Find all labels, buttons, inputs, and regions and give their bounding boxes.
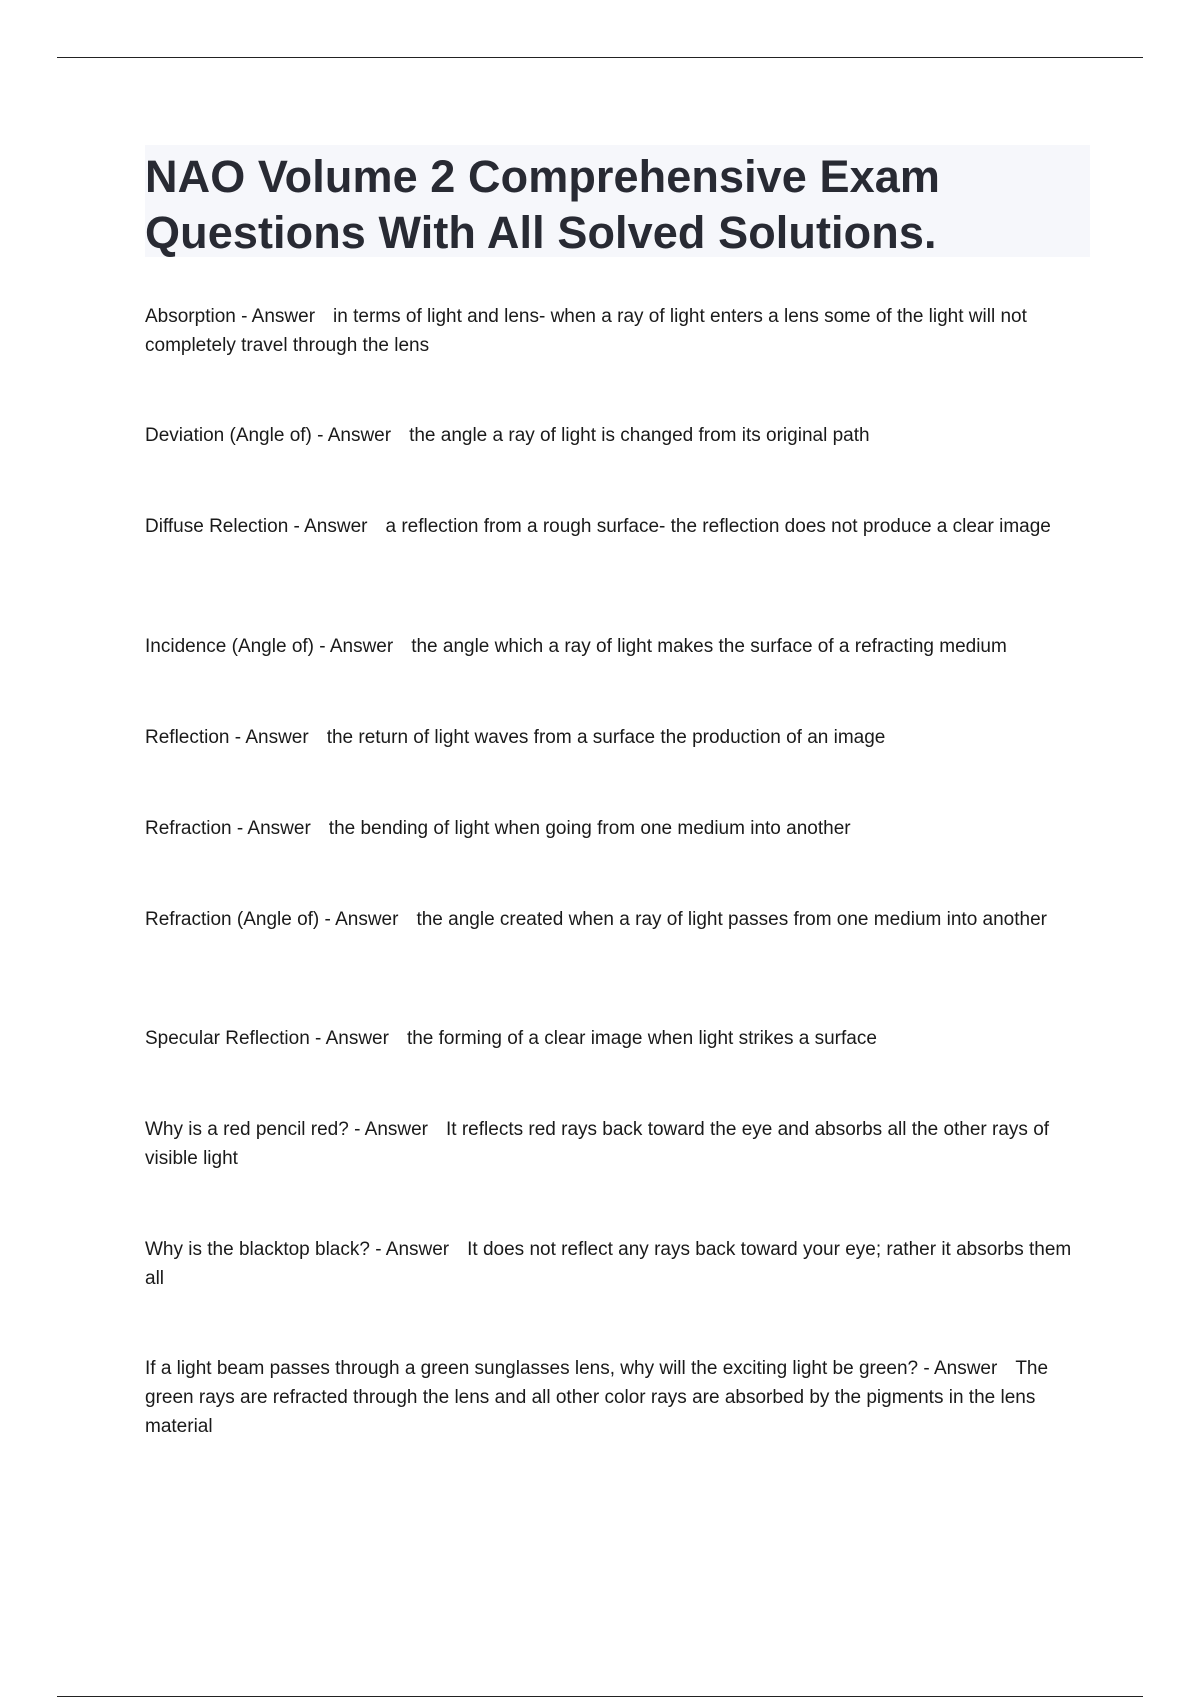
entry-deviation [145, 421, 1090, 450]
entry-definition: the angle a ray of light is changed from its original path [409, 425, 870, 446]
entry-refraction [145, 814, 1090, 843]
entry-term: Why is a red pencil red? - Answer [145, 1119, 429, 1140]
entry-definition: the angle created when a ray of light passes from one medium into another [416, 909, 1047, 930]
entry-incidence [145, 632, 1090, 661]
entry-term: If a light beam passes through a green sunglasses lens, why will the exciting light be green? - Answer [145, 1358, 998, 1379]
entry-term: Absorption - Answer [145, 306, 316, 327]
entry-definition: It reflects red rays back toward the eye and absorbs all the other rays of visible light [145, 1119, 1050, 1169]
entry-term: Diffuse Relection - Answer [145, 516, 368, 537]
entry-definition: the bending of light when going from one medium into another [328, 818, 851, 839]
entry-definition: the return of light waves from a surface the production of an image [326, 727, 886, 748]
bottom-divider [57, 1696, 1143, 1697]
entry-definition: the angle which a ray of light makes the surface of a refracting medium [411, 636, 1007, 657]
entry-definition: The green rays are refracted through the lens and all other color rays are absorbed by the pigments in the lens material [145, 1358, 1049, 1437]
entry-diffuse-reflection [145, 512, 1090, 541]
entry-term: Refraction - Answer [145, 818, 311, 839]
document-title [145, 149, 1090, 261]
entry-definition: It does not reflect any rays back toward your eye; rather it absorbs them all [145, 1239, 1072, 1289]
entry-term: Reflection - Answer [145, 727, 309, 748]
title-line-2: Questions With All Solved Solutions. [145, 207, 937, 258]
entry-term: Why is the blacktop black? - Answer [145, 1239, 450, 1260]
entry-refraction-angle [145, 905, 1090, 934]
entry-specular-reflection [145, 1024, 1090, 1053]
entry-absorption [145, 302, 1090, 360]
entry-definition: in terms of light and lens- when a ray of light enters a lens some of the light will not completely travel through the lens [145, 306, 1027, 356]
entry-term: Specular Reflection - Answer [145, 1028, 389, 1049]
top-divider [57, 57, 1143, 58]
entry-blacktop [145, 1235, 1090, 1293]
entry-term: Refraction (Angle of) - Answer [145, 909, 399, 930]
entry-green-sunglasses [145, 1354, 1090, 1441]
entry-definition: a reflection from a rough surface- the reflection does not produce a clear image [385, 516, 1051, 537]
entry-term: Deviation (Angle of) - Answer [145, 425, 392, 446]
title-line-1: NAO Volume 2 Comprehensive Exam [145, 151, 941, 202]
entry-reflection [145, 723, 1090, 752]
title-block [145, 145, 1090, 257]
entry-term: Incidence (Angle of) - Answer [145, 636, 394, 657]
entry-red-pencil [145, 1115, 1090, 1173]
entry-definition: the forming of a clear image when light strikes a surface [406, 1028, 877, 1049]
